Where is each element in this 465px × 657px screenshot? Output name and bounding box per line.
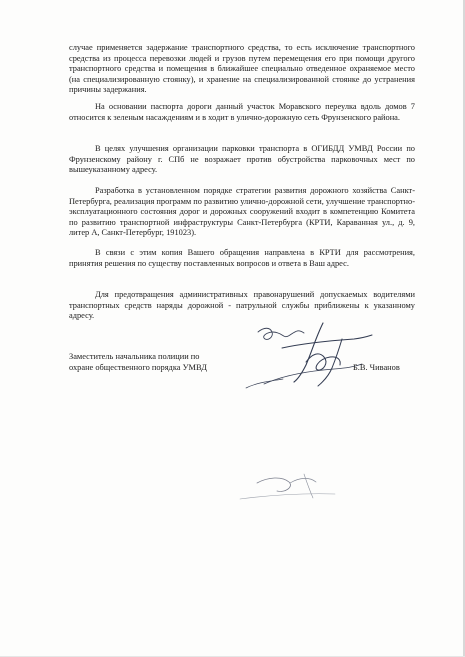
handwritten-mark (120, 465, 370, 515)
paragraph-patrol-service: Для предотвращения административных правонарушений допускаемых водителями транспортных средств наряды дорожной - патрульной службы приближены к указанному адресу. (69, 290, 415, 321)
paragraph-road-passport: На основании паспорта дороги данный участок Моравского переулка вдоль домов 7 относится к зеленым насаждениям и в ходит в улично-дорожную сеть Фрунзенского района. (69, 102, 415, 122)
paragraph-copy-forwarded: В связи с этим копия Вашего обращения направлена в КРТИ для рассмотрения, принятия решения по существу поставленных вопросов и ответа в Ваш адрес. (69, 248, 415, 268)
signatory-name: Б.В. Чиванов (353, 363, 400, 372)
paragraph-detention: случае применяется задержание транспортного средства, то есть исключение транспортного средства из процесса перевозки людей и грузов путем перемещения его при помощи другого транспортного средства и помещения в ближайшее специально отведенное охраняемое место (на специализированную стоянку), и хранение на специализированной стоянке до устранения причины задержания. (69, 43, 415, 95)
signatory-position-line-2: охране общественного порядка УМВД (69, 363, 207, 372)
handwritten-signature (220, 315, 380, 395)
signatory-position-line-1: Заместитель начальника полиции по (69, 352, 200, 361)
paragraph-krti-competence: Разработка в установленном порядке стратегии развития дорожного хозяйства Санкт-Петербурга, реализация программ по развитию улично-дорожной сети, улучшение транспортно-эксплуатационного состояния дорог и дорожных сооружений входит в компетенцию Комитета по развитию транспортной инфраструктуры Санкт-Петербурга (КРТИ, Караванная ул., д. 9, литер А, Санкт-Петербург, 191023). (69, 186, 415, 238)
paragraph-parking-improvement: В целях улучшения организации парковки транспорта в ОГИБДД УМВД России по Фрунзенскому району г. СПб не возражает против обустройства парковочных мест по вышеуказанному адресу. (69, 144, 415, 175)
